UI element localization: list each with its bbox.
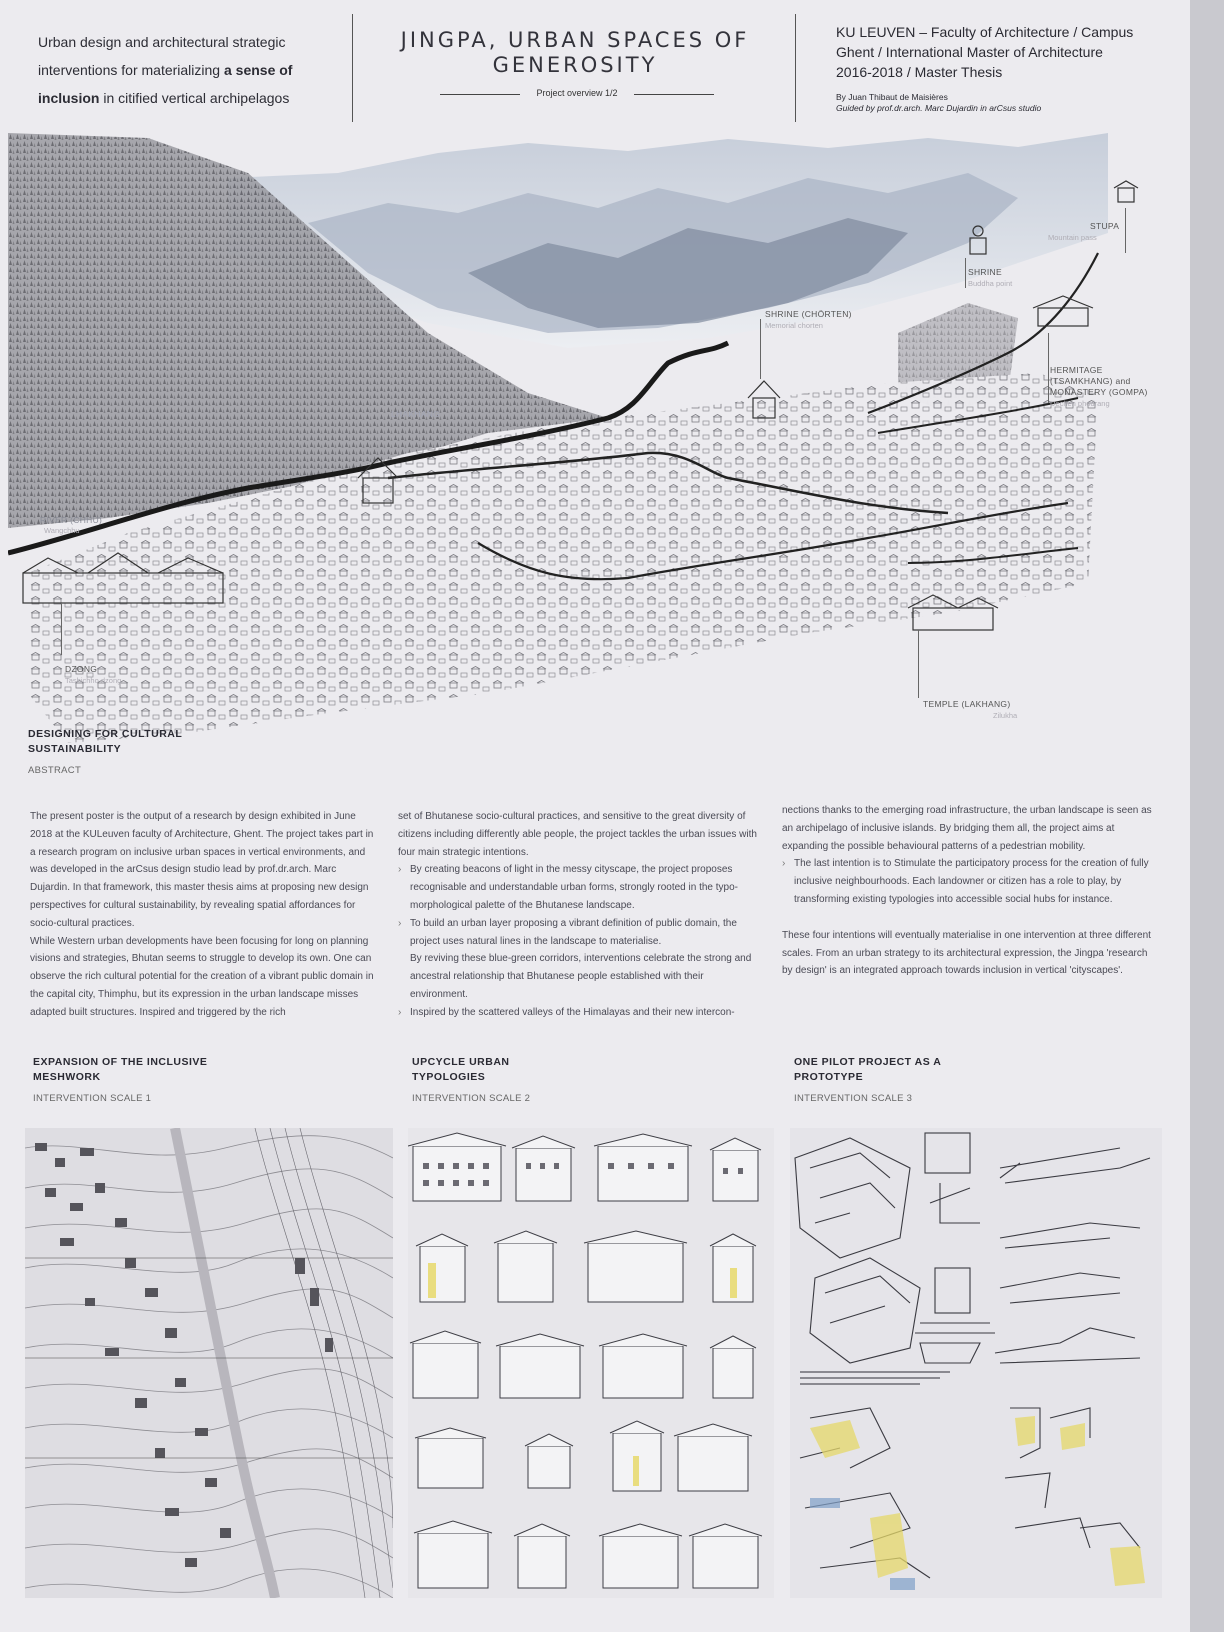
label-dzong-sub: Tashichho dzong: [65, 676, 122, 685]
header-intro: [38, 28, 313, 112]
valley-drawing: [8, 133, 1170, 783]
panel-1-heading: EXPANSION OF THE INCLUSIVE MESHWORK: [33, 1056, 208, 1083]
header-divider-left: [352, 14, 353, 122]
label-chorten: SHRINE (CHÖRTEN): [765, 309, 852, 319]
valley-illustration: [8, 133, 1170, 783]
label-river: RIVER (CHHU): [40, 515, 103, 525]
abstract-label: ABSTRACT: [28, 765, 82, 776]
intention-4: › The last intention is to Stimulate the participatory process for the creation of fully inclusive neighbourhoods. Each landowner or citizen has a role to play, by transforming existing typologies into accessible social hubs for instance.: [782, 855, 1156, 908]
label-temple: TEMPLE (LAKHANG): [923, 699, 1011, 709]
abstract-intentions-intro: set of Bhutanese socio-cultural practices, and sensitive to the great diversity of citizens including differently able people, the project tackles the urban issues with four main strategic intentions.: [398, 811, 757, 858]
panel-2-label: INTERVENTION SCALE 2: [412, 1093, 531, 1104]
intention-3: › Inspired by the scattered valleys of the Himalayas and their new intercon-: [398, 1004, 760, 1022]
abstract-conclusion: These four intentions will eventually materialise in one intervention at three different scales. From an urban strategy to its architectural expression, the Jingpa 'research by design' is an integrated approach towards inclusion in vertical 'cityscapes'.: [782, 929, 1151, 977]
intro-text: Urban design and architectural strategic interventions for materializing: [38, 34, 286, 78]
label-lhakhang: LHAKHANG: [391, 409, 441, 419]
typologies-grid: [408, 1128, 774, 1598]
abstract-heading: DESIGNING FOR CULTURAL SUSTAINABILITY: [28, 728, 183, 755]
meshwork-map: [25, 1128, 393, 1598]
wall-background: [1190, 0, 1224, 1632]
panel-3-label: INTERVENTION SCALE 3: [794, 1093, 913, 1104]
subtitle-text: Project overview 1/2: [536, 88, 618, 98]
label-temple-sub: Zilukha: [993, 711, 1018, 720]
intention-2: › To build an urban layer proposing a vibrant definition of public domain, the project uses natural lines in the landscape to materialise.: [398, 915, 760, 951]
abstract-paragraph-1: The present poster is the output of a research by design exhibited in June 2018 at the KULeuven faculty of Architecture, Ghent. The project takes part in a research program on inclusive urban spaces in vertical environments, and was developed in the arCsus design studio lead by prof.dr.arch. Marc Dujardin. In that framework, this master thesis aims at proposing new design perspectives for cultural sustainability, by revealing spatial affordances for socio-cultural practices.: [30, 811, 374, 929]
label-dzong: DZONG: [65, 664, 98, 674]
label-shrine-sub: Buddha point: [968, 279, 1013, 288]
intro-emphasis: a sense of inclusion: [38, 62, 293, 106]
header-institution: [836, 22, 1136, 114]
pilot-project-sketches: [790, 1128, 1162, 1598]
intention-2-detail: By reviving these blue-green corridors, interventions celebrate the strong and ancestral relationship that Bhutanese people established with their environment.: [410, 953, 752, 1000]
supervisor: Guided by prof.dr.arch. Marc Dujardin in arCsus studio: [836, 103, 1042, 113]
abstract-column-3: [782, 802, 1156, 980]
label-river-sub: Wangchhu: [44, 526, 80, 535]
pilot-sketches-drawing: [790, 1128, 1162, 1598]
poster-title: [385, 28, 765, 78]
project-subtitle: [440, 87, 714, 101]
typologies-drawing: [408, 1128, 774, 1598]
intention-3-continued: nections thanks to the emerging road infrastructure, the urban landscape is seen as an archipelago of inclusive islands. By bridging them all, the project aims at expanding the possible behavioural patterns of a pedestrian mobility.: [782, 805, 1152, 852]
abstract-paragraph-2: While Western urban developments have been focusing for long on planning visions and strategies, Bhutan seems to struggle to develop its own. One can observe the rich cultural potential for the creation of a vibrant public domain in the capital city, Thimphu, but its expression in the urban landscape misses adapted built structures. Inspired and triggered by the rich: [30, 935, 374, 1018]
panel-3-heading: ONE PILOT PROJECT AS A PROTOTYPE: [794, 1056, 942, 1083]
intention-1: › By creating beacons of light in the messy cityscape, the project proposes recognisable and understandable urban forms, strongly rooted in the typo-morphological palette of the Bhutanese landscape.: [398, 861, 760, 914]
title-line-1: JINGPA, URBAN SPACES OF: [400, 28, 750, 52]
institution-line-3: 2016-2018 / Master Thesis: [836, 64, 1003, 80]
institution-line-2: Ghent / International Master of Architecture: [836, 44, 1103, 60]
institution-line-1: KU LEUVEN – Faculty of Architecture / Campus: [836, 24, 1134, 40]
contour-map-drawing: [25, 1128, 393, 1598]
intro-text-end: in citified vertical archipelagos: [99, 90, 290, 106]
abstract-column-2: [398, 808, 760, 1022]
label-hermitage: HERMITAGE (TSAMKHANG) and MONASTERY (GOMPA): [1050, 365, 1148, 397]
panel-1-label: INTERVENTION SCALE 1: [33, 1093, 152, 1104]
title-line-2: GENEROSITY: [492, 53, 658, 77]
author: By Juan Thibaut de Maisières: [836, 92, 948, 102]
label-shrine: SHRINE: [968, 267, 1002, 277]
panel-2-heading: UPCYCLE URBAN TYPOLOGIES: [412, 1056, 510, 1083]
label-hermitage-sub: Dechen phodrang: [1050, 399, 1110, 408]
label-stupa: STUPA: [1090, 221, 1120, 231]
abstract-column-1: [30, 808, 376, 1022]
header-divider-right: [795, 14, 796, 122]
label-stupa-sub: Mountain pass: [1048, 233, 1097, 242]
label-chorten-sub: Memorial chorten: [765, 321, 823, 330]
